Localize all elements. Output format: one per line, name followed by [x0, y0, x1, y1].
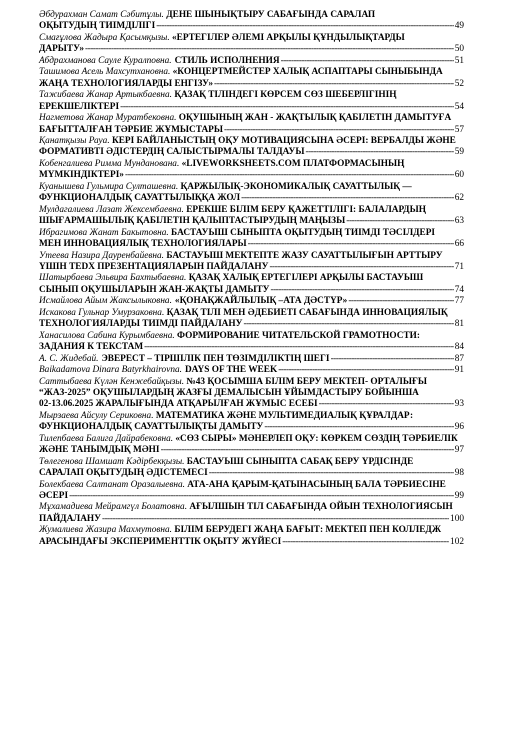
- toc-entry: [39, 457, 464, 480]
- toc-entry: [39, 296, 464, 307]
- dot-leader: [69, 491, 454, 502]
- dot-leader: [241, 193, 454, 204]
- entry-title: ҚАЗАҚ ХАЛЫҚ ЕРТЕГІЛЕРІ АРҚЫЛЫ БАСТАУЫШ: [188, 273, 424, 284]
- entry-title: БІЛІМ БЕРУДЕГІ ЖАҢА БАҒЫТ: МЕКТЕП ПЕН КОЛЛЕДЖ: [174, 525, 442, 536]
- entry-title-end: ФУНКЦИОНАЛДЫҚ САУАТТЫЛЫҚТЫ ДАМЫТУ: [39, 422, 264, 433]
- dot-leader: [348, 296, 453, 307]
- toc-entry: [39, 411, 464, 434]
- entry-title: «LIVEWORKSHEETS.COM ПЛАТФОРМАСЫНЫҢ: [181, 158, 405, 169]
- entry-author: Baikadamova Dinara Batyrkhairovna.: [39, 365, 182, 376]
- dot-leader: [331, 354, 454, 365]
- entry-line[interactable]: [39, 193, 464, 204]
- entry-title-end: МЕН ИННОВАЦИЯЛЫҚ ТЕХНОЛОГИЯЛАРЫ: [39, 239, 247, 250]
- entry-title: «КОНЦЕРТМЕЙСТЕР ХАЛЫҚ АСПАПТАРЫ СЫНЫБЫНДА: [172, 67, 443, 78]
- entry-line[interactable]: [39, 216, 464, 227]
- entry-author: Тажибаева Жанар Артыкбаевна.: [39, 90, 172, 101]
- dot-leader: [281, 56, 454, 67]
- toc-entry: [39, 434, 464, 457]
- toc-entry: [39, 251, 464, 274]
- entry-page-number: 100: [450, 513, 464, 524]
- toc-entry: [39, 365, 464, 376]
- entry-title: МАТЕМАТИКА ЖӘНЕ МУЛЬТИМЕДИАЛЫҚ ҚҰРАЛДАР:: [155, 410, 414, 421]
- entry-author: Ханасилова Сабина Курымбаевна.: [39, 330, 175, 341]
- entry-page-number: 102: [450, 536, 464, 547]
- dot-leader: [214, 79, 454, 90]
- entry-title: АҒЫЛШЫН ТІЛ САБАҒЫНДА ОЙЫН ТЕХНОЛОГИЯСЫН: [189, 502, 453, 513]
- entry-author: Кобенгалиева Римма Мунданована.: [39, 158, 180, 169]
- entry-page-number: 51: [454, 55, 464, 66]
- entry-title-end: СТИЛЬ ИСПОЛНЕНИЯ: [174, 55, 280, 66]
- entry-author: Мулдагалиева Лазат Жексембаевна.: [39, 204, 184, 215]
- entry-title: «ЕРТЕГІЛЕР ӘЛЕМІ АРҚЫЛЫ ҚҰНДЫЛЫҚТАРДЫ: [172, 32, 405, 43]
- dot-leader: [270, 285, 453, 296]
- entry-line[interactable]: [39, 170, 464, 181]
- entry-author: Мырзаева Айсулу Сериковна.: [39, 410, 154, 421]
- entry-page-number: 99: [454, 491, 464, 502]
- dot-leader: [305, 147, 453, 158]
- toc-entry: [39, 377, 464, 411]
- toc-entry: [39, 331, 464, 354]
- entry-line[interactable]: [39, 399, 464, 410]
- entry-author: Әбдурахман Самат Сәбитұлы.: [39, 10, 164, 20]
- entry-title: ДЕНЕ ШЫНЫҚТЫРУ САБАҒЫНДА САРАЛАП: [166, 10, 376, 20]
- entry-line[interactable]: [39, 102, 464, 113]
- entry-page-number: 81: [454, 319, 464, 330]
- entry-title-end: ЗАДАНИЯ К ТЕКСТАМ: [39, 342, 144, 353]
- dot-leader: [319, 399, 454, 410]
- toc-entry: [39, 480, 464, 503]
- entry-line[interactable]: [39, 239, 464, 250]
- entry-title-end: ЕРЕКШЕЛІКТЕРІ: [39, 101, 120, 112]
- dot-leader: [209, 468, 454, 479]
- entry-page-number: 71: [454, 261, 464, 272]
- toc-entry: [39, 56, 464, 67]
- entry-title-end: ДАРЫТУ»: [39, 44, 85, 55]
- entry-title-end: БАҒЫТТАЛҒАН ТӘРБИЕ ЖҰМЫСТАРЫ: [39, 124, 223, 135]
- toc-entry: [39, 182, 464, 205]
- entry-page-number: 66: [454, 239, 464, 250]
- table-of-contents: [39, 10, 464, 548]
- dot-leader: [346, 216, 453, 227]
- entry-title-end: ЭВЕРЕСТ – ТІРШІЛІК ПЕН ТӨЗІМДІЛІКТІҢ ШЕГІ: [101, 353, 330, 364]
- entry-line[interactable]: [39, 514, 464, 525]
- entry-author: Төлегенова Шамшат Кәдірбекқызы.: [39, 456, 185, 467]
- entry-title: ОҚУШЫНЫҢ ЖАН - ЖАҚТЫЛЫҚ ҚАБІЛЕТІН ДАМЫТУҒА: [178, 113, 452, 124]
- entry-title-end: СЫНЫП ОҚУШЫЛАРЫН ЖАН-ЖАҚТЫ ДАМЫТУ: [39, 284, 270, 295]
- toc-entry: [39, 308, 464, 331]
- toc-entry: [39, 10, 464, 33]
- entry-line[interactable]: [39, 468, 464, 479]
- dot-leader: [224, 125, 454, 136]
- entry-line[interactable]: [39, 537, 464, 548]
- entry-title: КЕРІ БАЙЛАНЫСТЫҢ ОҚУ МОТИВАЦИЯСЫНА ӘСЕРІ: ВЕРБАЛДЫ ЖӘНЕ: [111, 135, 456, 146]
- entry-author: А. С. Жидебай.: [39, 353, 99, 364]
- entry-author: Қанатқызы Рауа.: [39, 135, 110, 146]
- entry-title-end: ОҚЫТУДЫҢ ТИІМДІЛІГІ: [39, 21, 156, 32]
- entry-title-end: ЖАҢА ТЕХНОЛОГИЯЛАРДЫ ЕНГІЗУ»: [39, 78, 214, 89]
- toc-entry: [39, 136, 464, 159]
- entry-title-end: ӘСЕРІ: [39, 491, 69, 502]
- entry-title-end: DAYS OF THE WEEK: [184, 365, 278, 376]
- entry-line[interactable]: [39, 365, 464, 376]
- entry-line[interactable]: [39, 21, 464, 32]
- entry-author: Мұхамадиева Мейрамгүл Болатовна.: [39, 502, 188, 513]
- toc-entry: [39, 205, 464, 228]
- entry-title-end: МҮМКІНДІКТЕРІ»: [39, 170, 124, 181]
- entry-title: БАСТАУЫШ СЫНЫПТА САБАҚ БЕРУ ҮРДІСІНДЕ: [186, 456, 414, 467]
- entry-title: ЕРЕКШЕ БІЛІМ БЕРУ ҚАЖЕТТІЛІГІ: БАЛАЛАРДЫҢ: [186, 204, 426, 215]
- entry-line[interactable]: [39, 319, 464, 330]
- entry-page-number: 93: [454, 399, 464, 410]
- entry-page-number: 49: [454, 21, 464, 32]
- entry-page-number: 50: [454, 44, 464, 55]
- entry-page-number: 57: [454, 124, 464, 135]
- entry-author: Шатырбаева Эльвира Бахтыбаевна.: [39, 273, 187, 284]
- entry-author: Абдрахманова Сауле Куралповна.: [39, 55, 172, 66]
- entry-page-number: 97: [454, 445, 464, 456]
- entry-author: Ибрагимова Жанат Бакытовна.: [39, 227, 169, 238]
- entry-page-number: 59: [454, 147, 464, 158]
- entry-page-number: 87: [454, 353, 464, 364]
- entry-title: АТА-АНА ҚАРЫМ-ҚАТЫНАСЫНЫҢ БАЛА ТӘРБИЕСІНЕ: [187, 479, 446, 490]
- dot-leader: [269, 262, 453, 273]
- entry-page-number: 62: [454, 193, 464, 204]
- entry-line[interactable]: [39, 285, 464, 296]
- dot-leader: [102, 514, 449, 525]
- entry-page-number: 74: [454, 284, 464, 295]
- entry-title-end: ФУНКЦИОНАЛДЫҚ САУАТТЫЛЫҚҚА ЖОЛ: [39, 193, 241, 204]
- toc-entry: [39, 159, 464, 182]
- entry-page-number: 96: [454, 422, 464, 433]
- entry-line[interactable]: [39, 262, 464, 273]
- entry-page-number: 98: [454, 468, 464, 479]
- entry-title-end: САРАЛАП ОҚЫТУДЫҢ ӘДІСТЕМЕСІ: [39, 468, 208, 479]
- dot-leader: [161, 445, 454, 456]
- entry-author: Жумалиева Жазира Махмутовна.: [39, 525, 172, 536]
- entry-page-number: 60: [454, 170, 464, 181]
- toc-entry: [39, 273, 464, 296]
- entry-title-end: ЖӘНЕ ТАНЫМДЫҚ МӘНІ: [39, 445, 160, 456]
- entry-page-number: 63: [454, 216, 464, 227]
- entry-title-end: ҮШІН TEDX ПРЕЗЕНТАЦИЯЛАРЫН ПАЙДАЛАНУ: [39, 261, 269, 272]
- entry-title-end: ФОРМАТИВТІ ӘДІСТЕРДІҢ САЛЫСТЫРМАЛЫ ТАЛДАУЫ: [39, 147, 305, 158]
- dot-leader: [248, 239, 454, 250]
- entry-author: Болекбаева Салтанат Оразалыевна.: [39, 479, 185, 490]
- dot-leader: [156, 21, 454, 32]
- entry-page-number: 84: [454, 342, 464, 353]
- entry-author: Ташимова Асель Махсутхановна.: [39, 67, 171, 78]
- entry-line[interactable]: [39, 445, 464, 456]
- entry-title-end: ПАЙДАЛАНУ: [39, 513, 101, 524]
- toc-entry: [39, 113, 464, 136]
- entry-page-number: 52: [454, 78, 464, 89]
- dot-leader: [125, 170, 454, 181]
- dot-leader: [243, 319, 453, 330]
- dot-leader: [85, 44, 454, 55]
- dot-leader: [278, 365, 454, 376]
- entry-title-continued: “ЖАЗ-2025” ОҚУШЫЛАРДЫҢ ЖАЗҒЫ ДЕМАЛЫСЫН ҰЙЫМДАСТЫРУ БОЙЫНША: [39, 387, 419, 398]
- toc-entry: [39, 228, 464, 251]
- entry-author: Исмайлова Айым Жаксылыковна.: [39, 296, 172, 307]
- toc-entry: [39, 33, 464, 56]
- entry-title: «СӨЗ СЫРЫ» МӘНЕРЛЕП ОҚУ: КӨРКЕМ СӨЗДІҢ ТӘРБИЕЛІК: [175, 433, 458, 444]
- entry-title: ҚАЗАҚ ТІЛІ МЕН ӘДЕБИЕТІ САБАҒЫНДА ИННОВАЦИЯЛЫҚ: [166, 307, 448, 318]
- entry-line[interactable]: [39, 491, 464, 502]
- toc-entry: [39, 67, 464, 90]
- entry-line[interactable]: [39, 56, 464, 67]
- entry-title: ҚАРЖЫЛЫҚ-ЭКОНОМИКАЛЫҚ САУАТТЫЛЫҚ —: [180, 181, 412, 192]
- toc-entry: [39, 525, 464, 548]
- entry-author: Куанышева Гульмира Султашевна.: [39, 181, 179, 192]
- dot-leader: [264, 422, 453, 433]
- dot-leader: [120, 102, 454, 113]
- entry-title-end: ШЫҒАРМАШЫЛЫҚ ҚАБІЛЕТІН ҚАЛЫПТАСТЫРУДЫҢ МАҢЫЗЫ: [39, 216, 346, 227]
- entry-title-end: ТЕХНОЛОГИЯЛАРДЫ ТИІМДІ ПАЙДАЛАНУ: [39, 319, 243, 330]
- entry-author: Тилепбаева Балига Дайрабековна.: [39, 433, 174, 444]
- entry-title: №43 ҚОСЫМША БІЛІМ БЕРУ МЕКТЕП- ОРТАЛЫҒЫ: [186, 376, 427, 387]
- dot-leader: [144, 342, 454, 353]
- entry-line[interactable]: [39, 422, 464, 433]
- entry-line[interactable]: [39, 147, 464, 158]
- entry-title: БАСТАУЫШ СЫНЫПТА ОҚЫТУДЫҢ ТИІМДІ ТӘСІЛДЕРІ: [171, 227, 436, 238]
- entry-author: Искакова Гульнар Умурзаковна.: [39, 307, 165, 318]
- entry-title: ҚАЗАҚ ТІЛІНДЕГІ КӨРСЕМ СӨЗ ШЕБЕРЛІГІНІҢ: [174, 90, 397, 101]
- dot-leader: [282, 537, 449, 548]
- toc-entry: [39, 90, 464, 113]
- entry-page-number: 77: [454, 296, 464, 307]
- entry-title-end: «ҚОНАҚЖАЙЛЫЛЫҚ –АТА ДӘСТҮР»: [174, 296, 348, 307]
- entry-line[interactable]: [39, 342, 464, 353]
- toc-entry: [39, 502, 464, 525]
- entry-line[interactable]: [39, 354, 464, 365]
- entry-author: Утеева Назира Дауренбайевна.: [39, 250, 164, 261]
- entry-line[interactable]: [39, 296, 464, 307]
- entry-title-end: АРАСЫНДАҒЫ ЭКСПЕРИМЕНТТІК ОҚЫТУ ЖҮЙЕСІ: [39, 536, 282, 547]
- entry-title: ФОРМИРОВАНИЕ ЧИТАТЕЛЬСКОЙ ГРАМОТНОСТИ:: [177, 330, 420, 341]
- entry-author: Смағұлова Жадыра Қасымқызы.: [39, 32, 170, 43]
- toc-entry: [39, 354, 464, 365]
- entry-line[interactable]: [39, 44, 464, 55]
- entry-title: БАСТАУЫШ МЕКТЕПТЕ ЖАЗУ САУАТТЫЛЫҒЫН АРТТЫРУ: [166, 250, 443, 261]
- entry-author: Нагметова Жанар Муратбековна.: [39, 113, 177, 124]
- entry-line[interactable]: [39, 79, 464, 90]
- entry-page-number: 54: [454, 101, 464, 112]
- entry-line[interactable]: [39, 125, 464, 136]
- entry-title-end: 02-13.06.2025 ЖАРАЛЫҒЫНДА АТҚАРЫЛҒАН ЖҰМЫС ЕСЕБІ: [39, 399, 318, 410]
- entry-page-number: 91: [454, 365, 464, 376]
- entry-author: Саттыбаева Күлән Кенжебайқызы.: [39, 376, 185, 387]
